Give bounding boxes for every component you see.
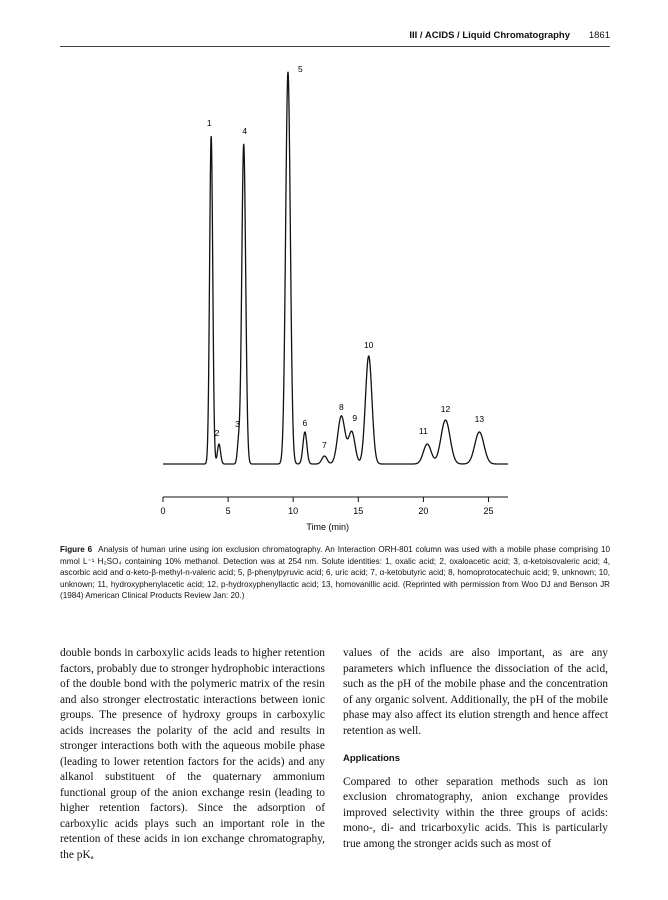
x-tick-label: 20 <box>418 506 429 516</box>
body-paragraph: values of the acids are also important, as are any parameters which influence the dissociation of the acid, such as the pH of the mobile phase and the concentration of any organic solvent. Additionally, the pH of the mobile phase may also affect its elution strength and hence affect retention as well. <box>343 647 608 737</box>
peak-label-4: 4 <box>242 126 248 136</box>
peak-label-7: 7 <box>322 440 327 450</box>
peak-label-9: 9 <box>352 413 358 424</box>
caption-text: Analysis of human urine using ion exclusion chromatography. An Interaction ORH-801 column was used with a mobile phase comprising 10 mmol L⁻¹ H₂SO₄ containing 10% methanol. Detection was at 254 nm. Solute identities: 1, oxalic acid; 2, oxaloacetic acid; 3, α-ketoisovaleric acid; 4, ascorbic acid and α-keto-β-methyl-n-valeric acid; 5, β-phenylpyruvic acid; 6, uric acid; 7, α-ketobutyric acid; 8, homoprotocatechuic acid; 9, unknown; 10, unknown; 11, hydroxyphenylacetic acid; 12, p-hydroxyphenyllactic acid; 13, homovanillic acid. (Reprinted with permission from Woo DJ and Benson JR (1984) American Clinical Products Review Jan: 20.) <box>60 545 610 600</box>
x-tick-label: 25 <box>483 506 494 516</box>
x-tick-label: 15 <box>353 506 364 516</box>
chromatogram-trace <box>163 72 508 464</box>
peak-label-1: 1 <box>206 118 212 128</box>
figure-label: Figure 6 <box>60 545 93 554</box>
peak-label-10: 10 <box>363 340 374 350</box>
x-tick-label: 5 <box>225 506 231 516</box>
peak-label-6: 6 <box>302 418 308 428</box>
body-paragraph: Compared to other separation methods such as ion exclusion chromatography, anion exchange provides improved selectivity within the three groups of acids: mono-, di- and tricarboxylic acids. This is particularly true among the stronger acids such as most of <box>343 775 608 850</box>
body-column-left <box>60 646 325 863</box>
section-heading: Applications <box>343 753 401 764</box>
peak-labels <box>207 64 485 450</box>
body-paragraph: double bonds in carboxylic acids leads to higher retention factors, probably due to stronger hydrophobic interactions of the double bond with the polymeric matrix of the resin and also stronger electrostatic interactions between ionic groups. The presence of hydroxy groups in carboxylic acids increases the polarity of the acid and results in stronger interactions both with the aqueous mobile phase (leading to lower retention factors for the acids) and any alkanol substituent of the quaternary ammonium functional group of the anion exchange resin (leading to higher retention factors). Since the adsorption of carboxylic acids plays such an important role in the retention of these acids in ion exchange chromatography, the pKₐ <box>60 647 325 861</box>
x-tick-label: 10 <box>288 506 299 516</box>
peak-label-13: 13 <box>474 414 485 424</box>
peak-label-2: 2 <box>214 428 220 438</box>
peak-label-8: 8 <box>339 401 344 412</box>
peak-label-3: 3 <box>235 418 240 429</box>
x-axis-ticks <box>160 497 493 516</box>
running-title: III / ACIDS / Liquid Chromatography <box>409 30 570 41</box>
figure-caption <box>60 544 610 602</box>
peak-label-12: 12 <box>440 404 451 414</box>
x-tick-label: 0 <box>160 506 166 516</box>
page-number: 1861 <box>588 30 610 41</box>
x-axis-title: Time (min) <box>306 522 350 532</box>
body-column-right <box>343 646 608 852</box>
peak-label-5: 5 <box>298 64 303 74</box>
peak-label-11: 11 <box>418 426 428 436</box>
